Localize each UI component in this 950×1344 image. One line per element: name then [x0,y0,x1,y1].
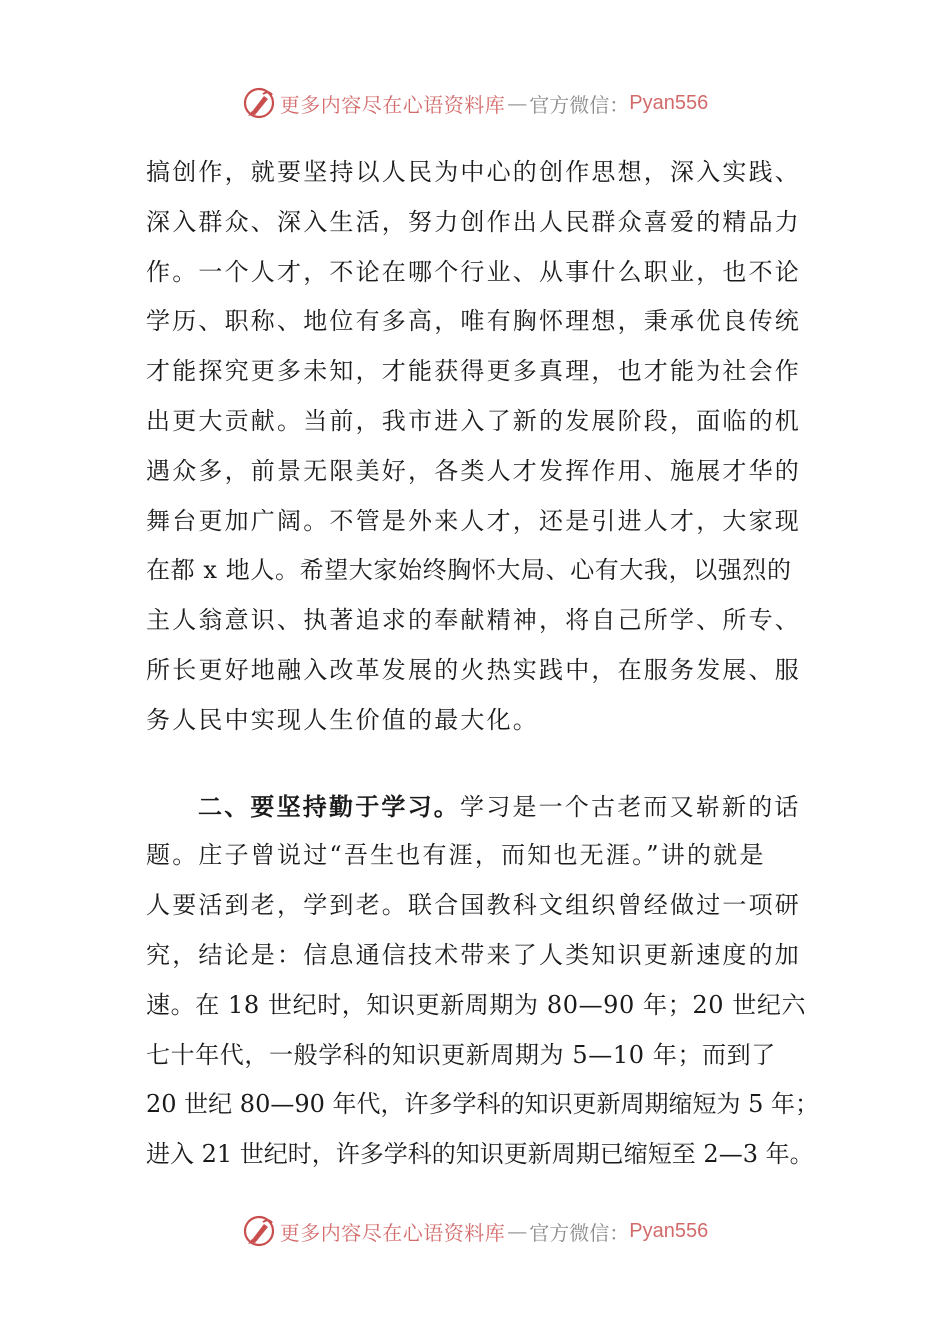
paragraph-1 [146,148,811,746]
text-line: 遇众多，前景无限美好，各类人才发挥作用、施展才华的 [146,456,801,485]
banner-wechat-label: 官方微信： [529,1220,630,1245]
text-line-first [146,782,811,832]
paragraph-2 [146,782,820,1180]
text-line: 在都 x 地人。希望大家始终胸怀大局、心有大我，以强烈的 [146,556,792,585]
section-heading: 二、要坚持勤于学习。 [198,791,460,821]
banner-wechat-label: 官方微信： [529,92,630,117]
text-line: 舞台更加广阔。不管是外来人才，还是引进人才，大家现 [146,506,801,535]
banner-wechat-id: Pyan556 [629,91,709,114]
text-line: 才能探究更多未知，才能获得更多真理，也才能为社会作 [146,357,801,386]
banner-text: 更多内容尽在心语资料库 [279,1220,506,1245]
text-line: 作。一个人才，不论在哪个行业、从事什么职业，也不论 [146,257,801,286]
text-line: 七十年代，一般学科的知识更新周期为 5—10 年；而到了 [146,1040,776,1069]
text-line: 题。庄子曾说过“吾生也有涯，而知也无涯。”讲的就是 [146,841,766,870]
pen-nib-logo-icon [242,86,276,120]
text-line: 所长更好地融入改革发展的火热实践中，在服务发展、服 [146,655,801,684]
text-run: 学习是一个古老而又崭新的话 [460,792,801,821]
banner-dash: — [507,1219,528,1243]
text-line: 搞创作，就要坚持以人民为中心的创作思想，深入实践、 [146,158,801,186]
text-line: 究，结论是：信息通信技术带来了人类知识更新速度的加 [146,940,801,969]
text-line: 进入 21 世纪时，许多学科的知识更新周期已缩短至 2—3 年。 [146,1140,814,1169]
pen-nib-logo-icon [242,1214,276,1248]
text-line: 深入群众、深入生活，努力创作出人民群众喜爱的精品力 [146,207,801,236]
text-line: 速。在 18 世纪时，知识更新周期为 80—90 年；20 世纪六 [146,990,807,1019]
document-body [146,148,820,1180]
text-line: 20 世纪 80—90 年代，许多学科的知识更新周期缩短为 5 年； [146,1090,820,1119]
header-banner [0,83,950,123]
text-line: 学历、职称、地位有多高，唯有胸怀理想，秉承优良传统 [146,307,801,336]
footer-banner [0,1211,950,1251]
text-line: 出更大贡献。当前，我市进入了新的发展阶段，面临的机 [146,406,801,435]
paragraph-spacer [146,746,811,782]
banner-text: 更多内容尽在心语资料库 [279,92,506,117]
text-line: 务人民中实现人生价值的最大化。 [146,705,539,734]
banner-dash: — [507,91,528,115]
banner-wechat-id: Pyan556 [629,1219,709,1242]
text-line: 主人翁意识、执著追求的奉献精神，将自己所学、所专、 [146,606,801,635]
text-line: 人要活到老，学到老。联合国教科文组织曾经做过一项研 [146,891,801,920]
